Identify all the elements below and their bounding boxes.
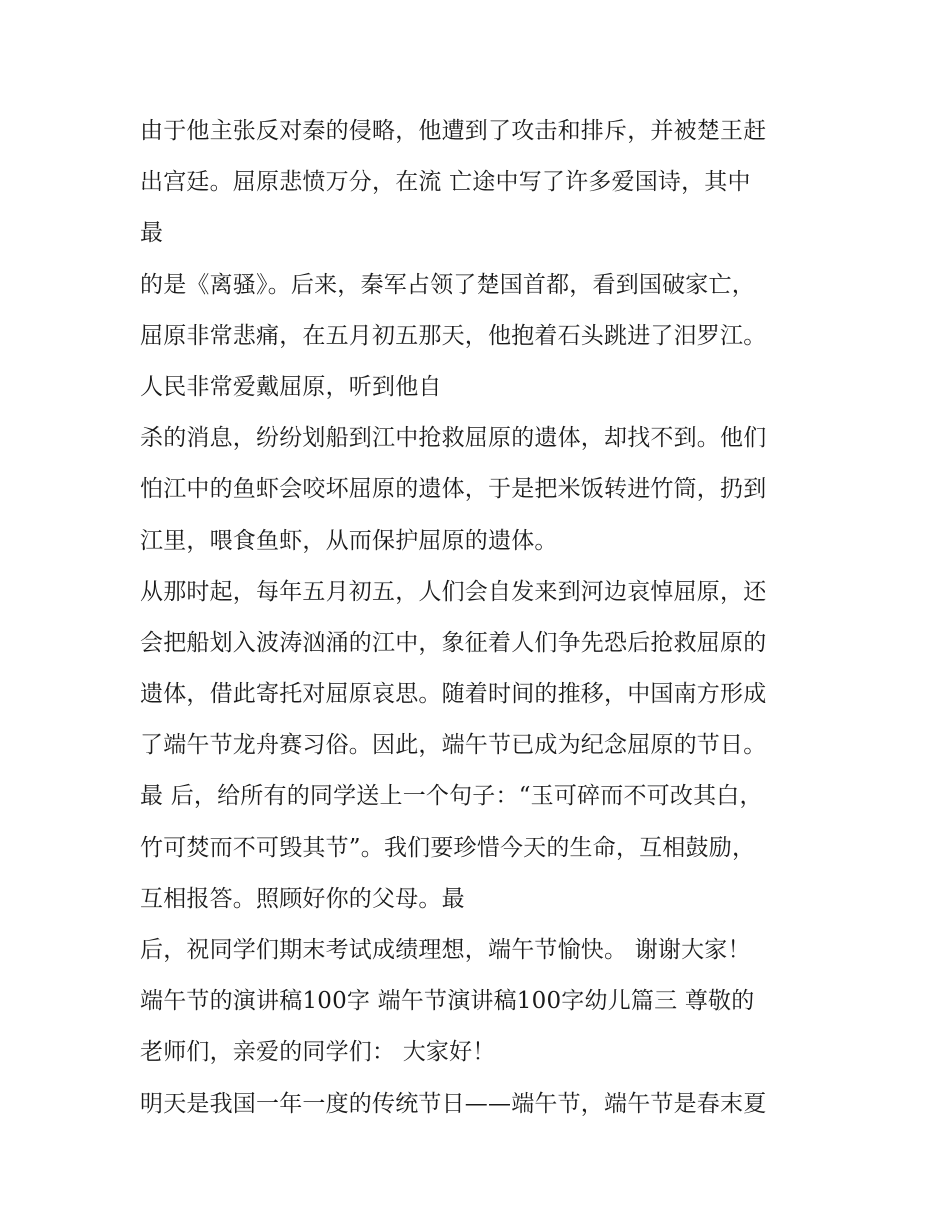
text-line: 端午节的演讲稿100字 端午节演讲稿100字幼儿篇三 尊敬的 <box>140 988 755 1015</box>
text-line: 了端午节龙舟赛习俗。因此，端午节已成为纪念屈原的节日。 <box>140 732 767 759</box>
text-line: 杀的消息，纷纷划船到江中抢救屈原的遗体，却找不到。他们 <box>140 425 767 452</box>
text-line: 的是《离骚》。后来，秦军占领了楚国首都，看到国破家亡， <box>140 271 755 298</box>
text-line: 竹可焚而不可毁其节”。我们要珍惜今天的生命，互相鼓励， <box>140 834 756 861</box>
text-line: 互相报答。照顾好你的父母。最 <box>140 885 465 912</box>
text-line: 遗体，借此寄托对屈原哀思。随着时间的推移，中国南方形成 <box>140 681 767 708</box>
text-line: 明天是我国一年一度的传统节日——端午节，端午节是春末夏 <box>140 1090 767 1117</box>
text-line: 由于他主张反对秦的侵略，他遭到了攻击和排斥，并被楚王赶 <box>140 118 767 144</box>
text-line: 老师们，亲爱的同学们： 大家好！ <box>140 1039 496 1066</box>
text-line: 江里，喂食鱼虾，从而保护屈原的遗体。 <box>140 527 558 554</box>
text-line: 出宫廷。屈原悲愤万分，在流 亡途中写了许多爱国诗，其中 <box>140 169 751 196</box>
text-line: 最 后，给所有的同学送上一个句子：“玉可碎而不可改其白， <box>140 783 763 810</box>
text-line: 屈原非常悲痛，在五月初五那天，他抱着石头跳进了汨罗江。 <box>140 322 767 349</box>
text-line: 后，祝同学们期末考试成绩理想，端午节愉快。 谢谢大家！ <box>140 937 751 963</box>
text-line: 从那时起，每年五月初五，人们会自发来到河边哀悼屈原，还 <box>140 578 767 605</box>
text-line: 最 <box>140 220 164 247</box>
text-line: 怕江中的鱼虾会咬坏屈原的遗体，于是把米饭转进竹筒，扔到 <box>140 476 767 503</box>
body-text <box>140 106 830 1130</box>
text-line: 会把船划入波涛汹涌的江中，象征着人们争先恐后抢救屈原的 <box>140 629 767 656</box>
text-line: 人民非常爱戴屈原，听到他自 <box>140 373 442 400</box>
